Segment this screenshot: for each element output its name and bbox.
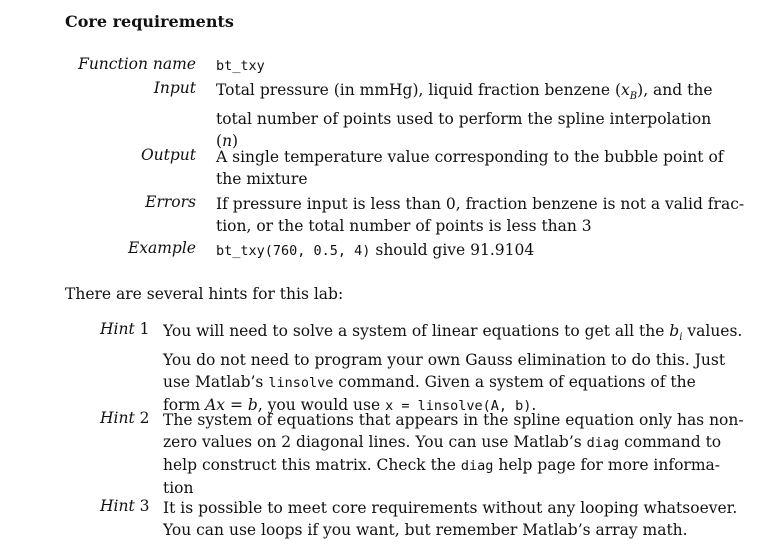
example-label: Example	[127, 239, 196, 257]
input-description	[216, 79, 713, 152]
output-description	[216, 146, 724, 190]
hint-1-line-4: form Ax = b, you would use x = linsolve(A, b).	[163, 396, 537, 415]
hint-3-label: Hint 3	[100, 497, 150, 515]
output-line-2: the mixture	[216, 170, 308, 188]
hint-2-label: Hint 2	[100, 409, 150, 427]
hint-3-line-2: You can use loops if you want, but remember Matlab’s array math.	[163, 521, 688, 539]
hint-3-line-1: It is possible to meet core requirements without any looping whatsoever.	[163, 499, 738, 517]
hint-2-line-1: The system of equations that appears in the spline equation only has non-	[163, 411, 744, 429]
hint-1-text	[163, 320, 743, 417]
hint-2-line-2: zero values on 2 diagonal lines. You can use Matlab’s diag command to	[163, 433, 722, 451]
function-name-value	[216, 55, 686, 77]
example-description	[216, 239, 686, 262]
errors-label: Errors	[145, 193, 196, 211]
hint-1-label: Hint 1	[100, 320, 150, 338]
errors-line-1: If pressure input is less than 0, fraction benzene is not a valid frac-	[216, 195, 745, 213]
hint-1-line-1: You will need to solve a system of linear equations to get all the $b_i$ values.	[163, 322, 743, 344]
input-line-2: total number of points used to perform the spline interpolation	[216, 110, 712, 129]
output-label: Output	[140, 146, 196, 164]
example-code: bt_txy(760, 0.5, 4)	[216, 243, 371, 259]
input-label: Input	[153, 79, 196, 97]
hint-2-line-3: help construct this matrix. Check the diag help page for more informa-	[163, 456, 721, 474]
example-line: bt_txy(760, 0.5, 4) should give 91.9104	[216, 241, 535, 259]
output-line-1: A single temperature value corresponding to the bubble point of	[216, 148, 724, 166]
input-line-3: (n)	[216, 132, 239, 151]
section-heading: Core requirements	[65, 12, 234, 31]
hint-1-line-3: use Matlab’s linsolve command. Given a system of equations of the	[163, 373, 696, 392]
hint-2-text	[163, 409, 744, 499]
errors-line-2: tion, or the total number of points is less than 3	[216, 217, 592, 235]
hint-2-line-4: tion	[163, 479, 194, 497]
hint-3-text	[163, 497, 738, 541]
hint-1-line-2: You do not need to program your own Gauss elimination to do this. Just	[163, 351, 726, 370]
function-name-code: bt_txy	[216, 58, 265, 74]
input-line-1: Total pressure (in mmHg), liquid fraction benzene $(x_B)$, and the	[216, 81, 713, 103]
function-name-label: Function name	[78, 55, 196, 73]
hints-intro: There are several hints for this lab:	[65, 285, 344, 303]
errors-description	[216, 193, 745, 237]
